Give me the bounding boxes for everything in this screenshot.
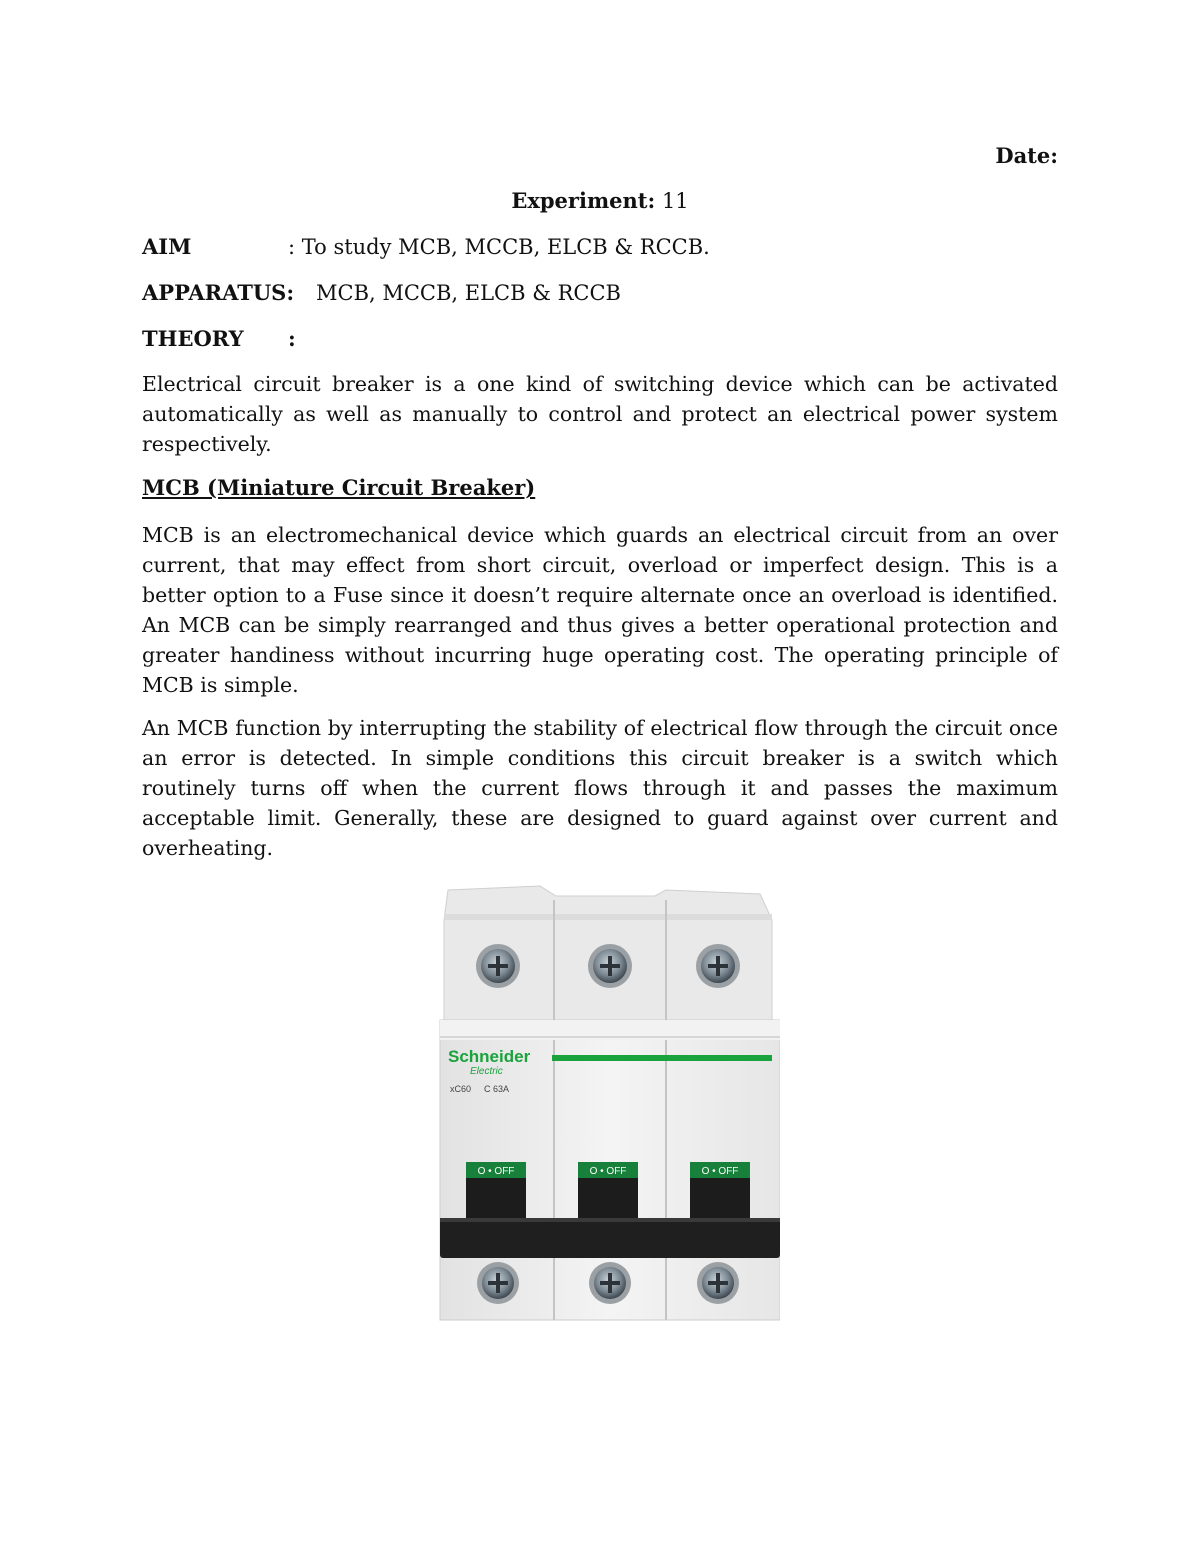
experiment-label: Experiment: bbox=[511, 188, 656, 213]
switch-label: O • OFF bbox=[477, 1166, 515, 1177]
toggle-switch-2 bbox=[578, 1162, 638, 1222]
experiment-title bbox=[0, 188, 1200, 213]
switch-label: O • OFF bbox=[701, 1166, 739, 1177]
toggle-switch-1 bbox=[466, 1162, 526, 1222]
mcb-paragraph-2: An MCB function by interrupting the stability of electrical flow through the circuit once an error is detected. In simple conditions this circuit breaker is a switch which routinely turns off when the current flows through it and passes the maximum acceptable limit. Generally, these are designed to guard against over current and overheating. bbox=[142, 716, 1058, 860]
screw-icon bbox=[588, 944, 632, 988]
apparatus-value: MCB, MCCB, ELCB & RCCB bbox=[316, 281, 621, 305]
date-label: Date: bbox=[995, 143, 1058, 168]
apparatus-label: APPARATUS: bbox=[142, 280, 295, 305]
screw-icon bbox=[476, 944, 520, 988]
screw-icon bbox=[696, 944, 740, 988]
mcb-photo bbox=[430, 880, 780, 1328]
experiment-number: 11 bbox=[661, 189, 689, 213]
rating-label: C 63A bbox=[484, 1084, 510, 1094]
toggle-switch-3 bbox=[690, 1162, 750, 1222]
aim-row bbox=[142, 234, 710, 259]
aim-value: : To study MCB, MCCB, ELCB & RCCB. bbox=[288, 235, 710, 259]
screw-icon bbox=[477, 1262, 519, 1304]
theory-label: THEORY bbox=[142, 326, 244, 351]
mcb-heading: MCB (Miniature Circuit Breaker) bbox=[142, 475, 536, 500]
mcb-paragraph-1: MCB is an electromechanical device which guards an electrical circuit from an over current, that may effect from short circuit, overload or imperfect design. This is a better option to a Fuse since it doesn’t require alternate once an overload is identified. An MCB can be simply rearranged and thus gives a better operational protection and greater handiness without incurring huge operating cost. The operating principle of MCB is simple. bbox=[142, 523, 1058, 697]
model-label: xC60 bbox=[450, 1084, 472, 1094]
brand-stripe bbox=[552, 1055, 772, 1061]
aim-label: AIM bbox=[142, 234, 192, 259]
switch-label: O • OFF bbox=[589, 1166, 627, 1177]
theory-paragraph: Electrical circuit breaker is a one kind of switching device which can be activated automatically as well as manually to control and protect an electrical power system respectively. bbox=[142, 372, 1058, 456]
theory-colon: : bbox=[288, 326, 296, 351]
handle-tie-bar bbox=[440, 1218, 780, 1258]
screw-icon bbox=[697, 1262, 739, 1304]
theory-row bbox=[142, 326, 296, 351]
brand-logo: Schneider bbox=[448, 1047, 531, 1066]
screw-icon bbox=[589, 1262, 631, 1304]
brand-subtitle: Electric bbox=[470, 1066, 503, 1077]
apparatus-row bbox=[142, 280, 621, 305]
